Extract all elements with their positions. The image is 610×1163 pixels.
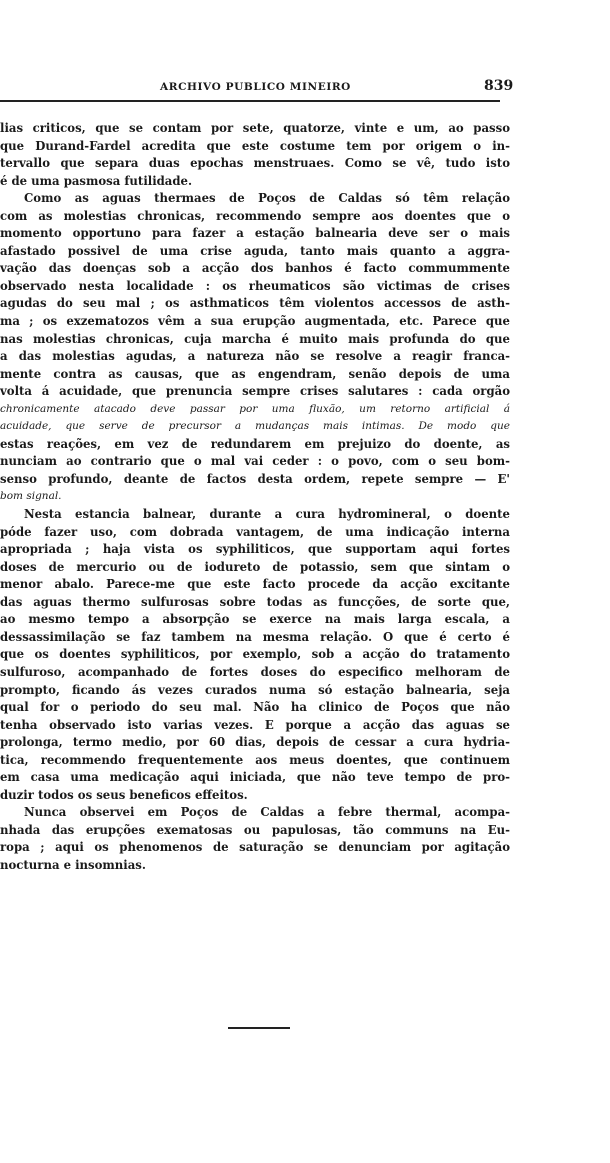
- text-line: menor abalo. Parece-me que este facto procede da acção excitante: [0, 577, 510, 592]
- text-line: mente contra as causas, que as engendram, senão depois de uma: [0, 366, 510, 381]
- text-line: prolonga, termo medio, por 60 dias, depois de cessar a cura hydria-: [0, 735, 510, 750]
- section-end-divider: [228, 1027, 290, 1029]
- text-line: volta á acuidade, que prenuncia sempre crises salutares : cada orgão: [0, 384, 510, 399]
- text-line: que Durand-Fardel acredita que este costume tem por origem o in-: [0, 138, 510, 153]
- paragraph-1: [0, 120, 510, 190]
- text-line: vação das doenças sob a acção dos banhos é facto commummente: [0, 261, 510, 276]
- text-line: nunciam ao contrario que o mal vai ceder : o povo, com o seu bom-: [0, 454, 510, 469]
- text-line: momento opportuno para fazer a estação balnearia deve ser o mais: [0, 226, 510, 241]
- text-line: Como as aguas thermaes de Poços de Caldas só têm relação: [24, 191, 510, 206]
- text-line: Nunca observei em Poços de Caldas a febre thermal, acompa-: [24, 805, 510, 820]
- text-line: nocturna e insomnias.: [0, 857, 146, 872]
- paragraph-4: [0, 804, 510, 874]
- text-line: doses de mercurio ou de iodureto de potassio, sem que sintam o: [0, 559, 510, 574]
- running-title: ARCHIVO PUBLICO MINEIRO: [160, 81, 351, 93]
- text-line: Nesta estancia balnear, durante a cura hydromineral, o doente: [24, 507, 510, 522]
- text-line: em casa uma medicação aqui iniciada, que não teve tempo de pro-: [0, 770, 510, 785]
- text-line: ao mesmo tempo a absorpção se exerce na mais larga escala, a: [0, 612, 510, 627]
- text-line-italic: acuidade, que serve de precursor a mudanças mais intimas. De modo que: [0, 420, 510, 433]
- text-line: afastado possivel de uma crise aguda, tanto mais quanto a aggra-: [0, 243, 510, 258]
- header-divider: [0, 100, 500, 102]
- text-line: dessassimilação se faz tambem na mesma relação. O que é certo é: [0, 629, 510, 644]
- paragraph-2: [0, 190, 510, 506]
- text-line: duzir todos os seus beneficos effeitos.: [0, 787, 248, 802]
- text-line: com as molestias chronicas, recommendo sempre aos doentes que o: [0, 208, 510, 223]
- text-line: sulfuroso, acompanhado de fortes doses do especifico melhoram de: [0, 664, 510, 679]
- text-line: tica, recommendo frequentemente aos meus doentes, que continuem: [0, 752, 510, 767]
- text-line: qual for o periodo do seu mal. Não ha clinico de Poços que não: [0, 700, 510, 715]
- text-line: tenha observado isto varias vezes. E porque a acção das aguas se: [0, 717, 510, 732]
- text-line: ma ; os exzematozos vêm a sua erupção augmentada, etc. Parece que: [0, 314, 510, 329]
- text-line-italic: bom signal.: [0, 490, 62, 503]
- text-line: tervallo que separa duas epochas menstruaes. Como se vê, tudo isto: [0, 156, 510, 171]
- page-header: [0, 78, 520, 98]
- text-line-italic: chronicamente atacado deve passar por uma fluxão, um retorno artificial á: [0, 402, 510, 415]
- paragraph-3: [0, 506, 510, 804]
- text-line: senso profundo, deante de factos desta ordem, repete sempre — E': [0, 471, 510, 486]
- text-line: é de uma pasmosa futilidade.: [0, 173, 193, 188]
- text-line: ropa ; aqui os phenomenos de saturação se denunciam por agitação: [0, 840, 510, 855]
- text-line: que os doentes syphiliticos, por exemplo, sob a acção do tratamento: [0, 647, 510, 662]
- text-line: estas reações, em vez de redundarem em prejuizo do doente, as: [0, 436, 510, 451]
- text-line: das aguas thermo sulfurosas sobre todas as funcções, de sorte que,: [0, 594, 510, 609]
- text-line: observado nesta localidade : os rheumaticos são victimas de crises: [0, 278, 510, 293]
- text-line: prompto, ficando ás vezes curados numa só estação balnearia, seja: [0, 682, 510, 697]
- text-line: apropriada ; haja vista os syphiliticos, que supportam aqui fortes: [0, 542, 510, 557]
- text-line: agudas do seu mal ; os asthmaticos têm violentos accessos de asth-: [0, 296, 510, 311]
- text-line: nas molestias chronicas, cuja marcha é muito mais profunda do que: [0, 331, 510, 346]
- text-line: nhada das erupções exematosas ou papulosas, tão communs na Eu-: [0, 822, 510, 837]
- page-body: [0, 120, 510, 875]
- text-line: lias criticos, que se contam por sete, quatorze, vinte e um, ao passo: [0, 121, 510, 135]
- text-line: póde fazer uso, com dobrada vantagem, de uma indicação interna: [0, 524, 510, 539]
- text-line: a das molestias agudas, a natureza não se resolve a reagir franca-: [0, 349, 510, 364]
- page-number: 839: [484, 78, 514, 94]
